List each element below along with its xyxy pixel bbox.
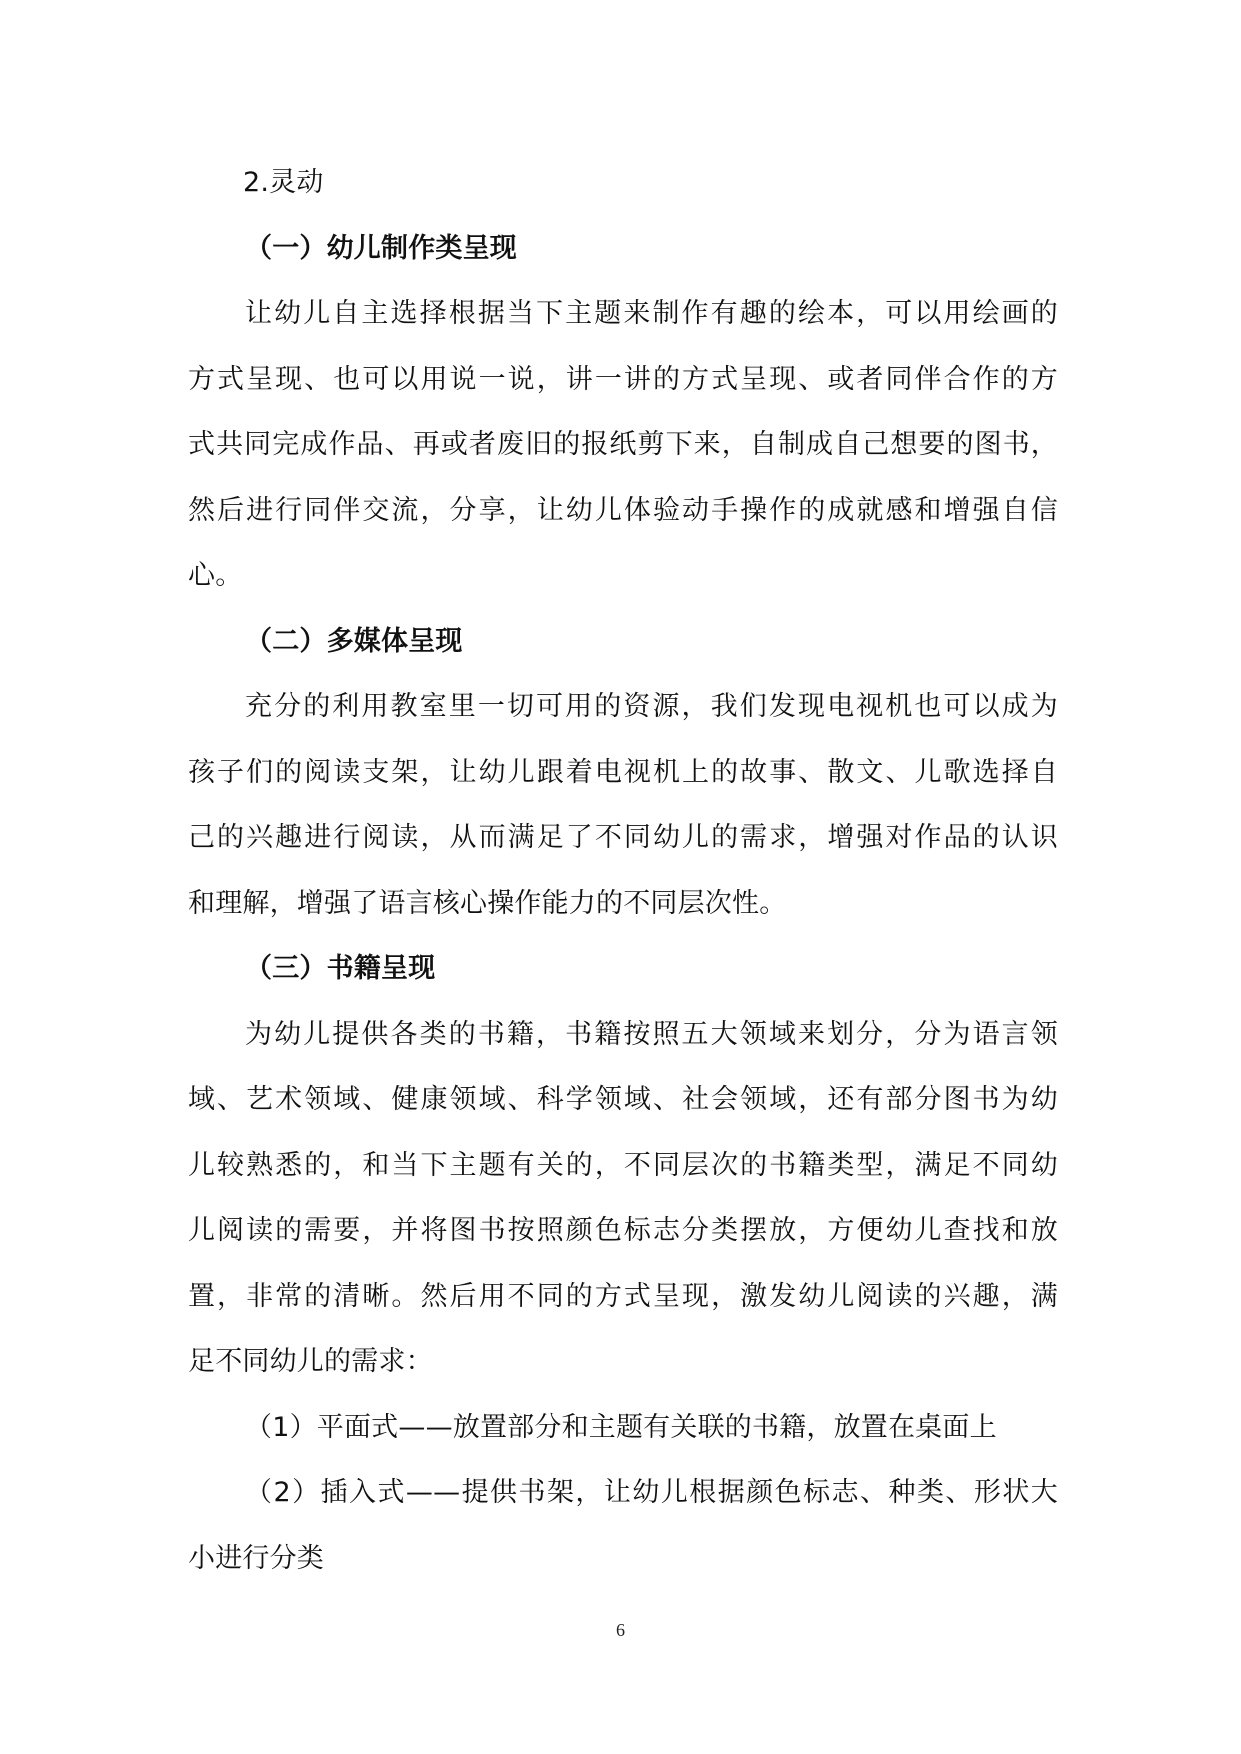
subsection-heading-1: （一）幼儿制作类呈现 <box>245 232 517 264</box>
paragraph-line: 己的兴趣进行阅读，从而满足了不同幼儿的需求，增强对作品的认识 <box>188 822 1058 853</box>
paragraph-line: 儿阅读的需要，并将图书按照颜色标志分类摆放，方便幼儿查找和放 <box>188 1215 1058 1246</box>
paragraph-line: 和理解，增强了语言核心操作能力的不同层次性。 <box>188 887 787 919</box>
paragraph-line: 让幼儿自主选择根据当下主题来制作有趣的绘本，可以用绘画的 <box>245 298 1058 329</box>
paragraph-line: 域、艺术领域、健康领域、科学领域、社会领域，还有部分图书为幼 <box>188 1084 1058 1115</box>
list-item: （2）插入式——提供书架，让幼儿根据颜色标志、种类、形状大 <box>245 1477 1058 1508</box>
paragraph-line: 式共同完成作品、再或者废旧的报纸剪下来，自制成自己想要的图书， <box>188 429 1058 460</box>
paragraph-line: 然后进行同伴交流，分享，让幼儿体验动手操作的成就感和增强自信 <box>188 494 1058 526</box>
list-item: （1）平面式——放置部分和主题有关联的书籍，放置在桌面上 <box>245 1411 997 1443</box>
paragraph-line: 置，非常的清晰。然后用不同的方式呈现，激发幼儿阅读的兴趣，满 <box>188 1280 1058 1312</box>
paragraph-line: 儿较熟悉的，和当下主题有关的，不同层次的书籍类型，满足不同幼 <box>188 1149 1058 1181</box>
paragraph-line: 孩子们的阅读支架，让幼儿跟着电视机上的故事、散文、儿歌选择自 <box>188 756 1058 788</box>
body-text <box>188 150 1058 1591</box>
paragraph-line: 足不同幼儿的需求： <box>188 1346 433 1377</box>
subsection-heading-3: （三）书籍呈现 <box>245 953 436 984</box>
list-item-continuation: 小进行分类 <box>188 1542 324 1574</box>
page-number: 6 <box>616 1620 625 1640</box>
paragraph-line: 方式呈现、也可以用说一说，讲一讲的方式呈现、或者同伴合作的方 <box>188 363 1058 395</box>
paragraph-line: 心。 <box>188 560 243 591</box>
subsection-heading-2: （二）多媒体呈现 <box>245 625 463 657</box>
paragraph-line: 为幼儿提供各类的书籍，书籍按照五大领域来划分，分为语言领 <box>245 1018 1058 1050</box>
paragraph-line: 充分的利用教室里一切可用的资源，我们发现电视机也可以成为 <box>245 691 1058 722</box>
section-title: 2.灵动 <box>243 167 324 198</box>
